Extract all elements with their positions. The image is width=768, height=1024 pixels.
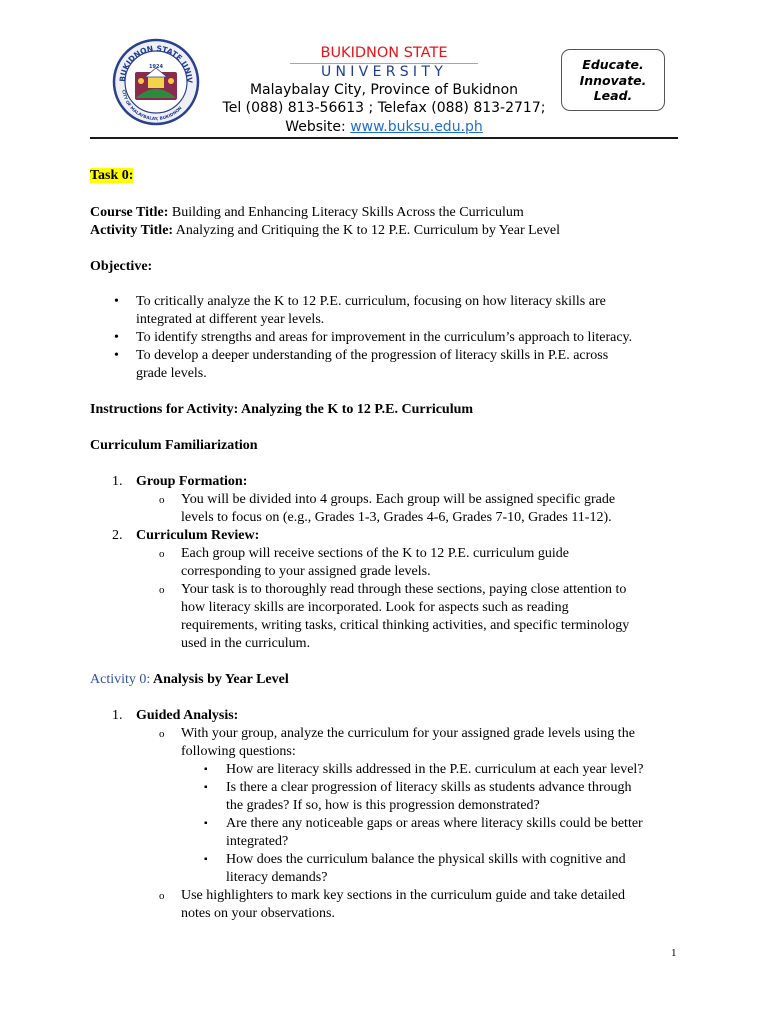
text-line: How does the curriculum balance the physical skills with cognitive and (226, 852, 626, 867)
step-number: 1. (112, 708, 123, 723)
text-line: To critically analyze the K to 12 P.E. curriculum, focusing on how literacy skills are (136, 294, 606, 309)
text-line: the grades? If so, how is this progression demonstrated? (226, 798, 540, 813)
header-rule (90, 137, 678, 139)
text-line: Each group will receive sections of the K to 12 P.E. curriculum guide (181, 546, 570, 561)
text-line: Are there any noticeable gaps or areas where literacy skills could be better (226, 816, 643, 831)
guided-question (226, 815, 643, 851)
sub-bullet-o: o (159, 584, 165, 596)
activity-title-label: Activity Title: (90, 223, 174, 238)
task-label-line (90, 167, 133, 185)
course-title-line (90, 204, 524, 222)
step-item (181, 581, 629, 653)
text-line: grade levels. (136, 366, 207, 381)
university-address: Malaybalay City, Province of Bukidnon (249, 82, 519, 98)
sub-bullet-o: o (159, 728, 165, 740)
text-line: notes on your observations. (181, 906, 335, 921)
task-label: Task 0: (90, 168, 134, 183)
text-line: corresponding to your assigned grade levels. (181, 564, 431, 579)
square-bullet: ▪ (204, 854, 208, 865)
text-line: integrated at different year levels. (136, 312, 325, 327)
activity-title-line (90, 222, 560, 240)
guided-outro (181, 887, 625, 923)
text-line: following questions: (181, 744, 296, 759)
step-title: Curriculum Review: (136, 528, 260, 543)
guided-question (226, 779, 631, 815)
text-line: used in the curriculum. (181, 636, 311, 651)
text-line: You will be divided into 4 groups. Each group will be assigned specific grade (181, 492, 616, 507)
square-bullet: ▪ (204, 782, 208, 793)
square-bullet: ▪ (204, 764, 208, 775)
step-title: Group Formation: (136, 474, 248, 489)
guided-question (226, 851, 626, 887)
objective-item (136, 347, 608, 383)
seal-year: 1924 (149, 64, 163, 70)
seal-text-bottom: CITY OF MALAYBALAY, BUKIDNON (121, 89, 183, 122)
website-label: Website: (285, 119, 351, 135)
text-line: How are literacy skills addressed in the P.E. curriculum at each year level? (226, 762, 644, 777)
activity-heading-line (90, 671, 289, 689)
step-item (181, 545, 569, 581)
text-line: Is there a clear progression of literacy skills as students advance through (226, 780, 632, 795)
step-item (181, 491, 615, 527)
instructions-heading: Instructions for Activity: Analyzing the K to 12 P.E. Curriculum (90, 402, 474, 417)
text-line: Your task is to thoroughly read through these sections, paying close attention to (181, 582, 627, 597)
text-line: To identify strengths and areas for improvement in the curriculum’s approach to literacy. (136, 330, 633, 345)
university-website (200, 118, 568, 136)
guided-question (226, 761, 644, 779)
text-line: integrated? (226, 834, 289, 849)
step-number: 2. (112, 528, 123, 543)
course-title-label: Course Title: (90, 205, 169, 220)
motto-line: Lead. (593, 88, 633, 103)
motto-line: Innovate. (579, 72, 647, 88)
course-title: Building and Enhancing Literacy Skills Across the Curriculum (168, 205, 524, 220)
text-line: how literacy skills are incorporated. Look for aspects such as reading (181, 600, 569, 615)
objective-item (136, 293, 606, 329)
website-link[interactable]: www.buksu.edu.ph (350, 119, 483, 135)
motto-box (561, 49, 665, 111)
text-line: requirements, writing tasks, critical thinking activities, and specific terminology (181, 618, 630, 633)
page-number: 1 (671, 947, 677, 959)
text-line: levels to focus on (e.g., Grades 1-3, Grades 4-6, Grades 7-10, Grades 11-12). (181, 510, 612, 525)
university-telephone: Tel (088) 813-56613 ; Telefax (088) 813-2717; (222, 100, 546, 116)
bullet-dot: • (114, 330, 119, 345)
university-name: BUKIDNON STATE (320, 45, 448, 61)
sub-bullet-o: o (159, 890, 165, 902)
motto-line: Educate. (582, 57, 644, 72)
activity-label: Activity 0: (90, 672, 151, 687)
guided-intro (181, 725, 635, 761)
seal-text-top: BUKIDNON STATE UNIV (117, 43, 195, 84)
step-number: 1. (112, 474, 123, 489)
square-bullet: ▪ (204, 818, 208, 829)
text-line: To develop a deeper understanding of the progression of literacy skills in P.E. across (136, 348, 609, 363)
objective-heading: Objective: (90, 259, 153, 274)
bullet-dot: • (114, 294, 119, 309)
text-line: literacy demands? (226, 870, 328, 885)
objective-item (136, 329, 632, 347)
familiarization-heading: Curriculum Familiarization (90, 438, 258, 453)
step-title: Guided Analysis: (136, 708, 239, 723)
activity-title: Analyzing and Critiquing the K to 12 P.E. Curriculum by Year Level (173, 223, 560, 238)
text-line: Use highlighters to mark key sections in the curriculum guide and take detailed (181, 888, 625, 903)
sub-bullet-o: o (159, 548, 165, 560)
sub-bullet-o: o (159, 494, 165, 506)
activity-heading: Analysis by Year Level (150, 672, 289, 687)
university-subtitle: UNIVERSITY (320, 64, 448, 80)
university-seal-logo (112, 38, 200, 126)
text-line: With your group, analyze the curriculum for your assigned grade levels using the (181, 726, 635, 741)
bullet-dot: • (114, 348, 119, 363)
